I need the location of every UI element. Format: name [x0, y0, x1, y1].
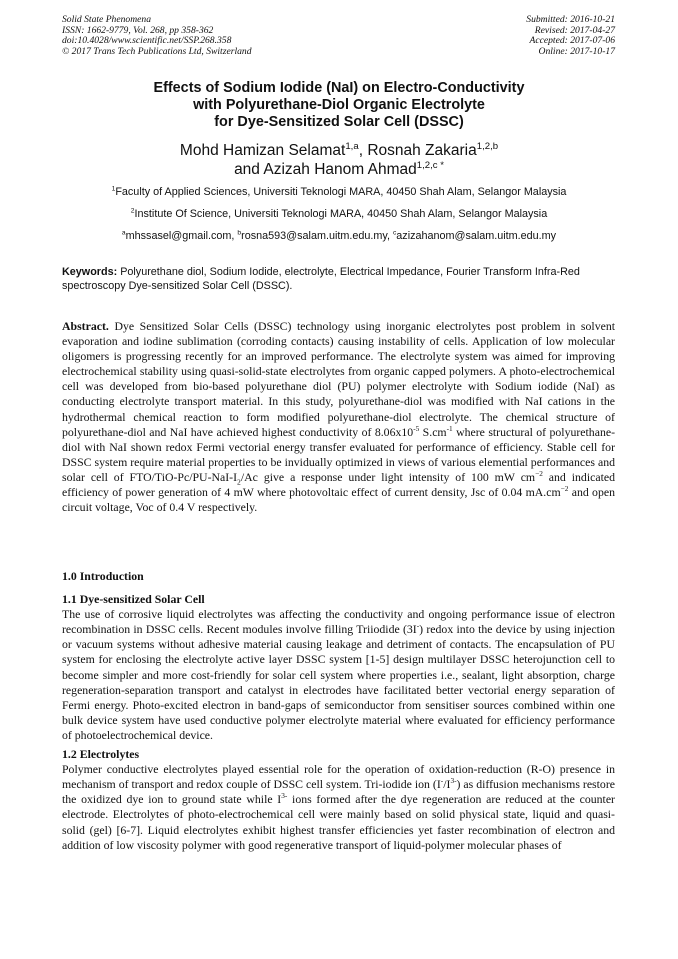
author-conjunction: and [234, 161, 264, 178]
author-line [60, 160, 618, 179]
superscript: - [416, 621, 420, 631]
paragraph [62, 762, 615, 853]
revised-date: Revised: 2017-04-27 [534, 24, 615, 36]
title-line: with Polyurethane-Diol Organic Electrolyte [193, 97, 485, 113]
keywords [62, 265, 615, 293]
paragraph-text: ) as diffusion mechanisms restore the oxidized dye ion to ground state while I [62, 777, 615, 807]
author-affil-mark: 1,2,c * [416, 159, 444, 171]
paragraph-text: ) redox into the device by using injection or vacuum systems without adhesive material causing leakage and detriment of contacts. The encapsulation of PU system for enclosing the electrolyte active layer DSSC system [1-5] design multilayer DSSC heterojunction cell to become simpler and more cost-friendly for solar cell system where properties i.e., sealant, light absorption, charge regeneration-separation transport and catalyst in electrodes have facilitated better vectorial energy separation of Fermi energy. Photo-excited electron in band-gaps of semiconductor from sensitiser sources combined within one bulk device system have used conductive polymer electrolyte material where evaluated for efficiency performance of photoelectrochemical device. [62, 622, 615, 742]
paragraph-text: Polymer conductive electrolytes played essential role for the operation of oxidation-reduction (R-O) presence in mechanism of transport and redox couple of DSSC cell system. Tri-iodide ion (I [62, 762, 615, 792]
accepted-date: Accepted: 2017-07-06 [529, 35, 615, 47]
doi: doi:10.4028/www.scientific.net/SSP.268.358 [62, 35, 232, 47]
affil-text: Faculty of Applied Sciences, Universiti Teknologi MARA, 40450 Shah Alam, Selangor Malaysia [115, 186, 567, 198]
author-name: Rosnah Zakaria [367, 142, 477, 159]
affil-number: 1 [111, 185, 116, 193]
affil-number: 2 [130, 207, 135, 215]
title-line: Effects of Sodium Iodide (NaI) on Electro-Conductivity [153, 80, 525, 96]
issn-volume: ISSN: 1662-9779, Vol. 268, pp 358-362 [62, 24, 214, 36]
journal-name: Solid State Phenomena [62, 14, 151, 25]
abstract-text: /Ac give a response under light intensity of 100 mW cm [240, 469, 536, 484]
dates-header [526, 15, 615, 57]
paragraph-text: /I [443, 777, 451, 792]
superscript: - [440, 776, 444, 786]
paragraph-text: ions formed after the dye regeneration are reduced at the counter electrode. Electrolytes of photo-electrochemical cell were mainly based on solid physical state, liquid and quasi-solid (gel) [6-7]. Liquid electrolytes exhibit highest transfer efficiencies yet faster recombination of electron and addition of low viscosity polymer with good regenerative transport of liquid-polymer molecular phases of [62, 792, 615, 852]
submitted-date: Submitted: 2016-10-21 [526, 14, 615, 25]
email-mark: b [237, 229, 242, 237]
abstract-text: and indicated efficiency of power generation of 4 mW where photovoltaic effect of current density, Jsc of 0.04 mA.cm [62, 469, 615, 500]
abstract-text: where structural of polyurethane-diol with NaI shown redox Fermi vectorial energy transfer evaluated for performance of efficiency. Stable cell for DSSC system require material properties to be invidually optimized in views of various elemential performances and solar cell of FTO/TiO-Pc/PU-NaI-I [62, 424, 616, 484]
superscript: −2 [535, 469, 543, 479]
author-line [60, 141, 618, 160]
paragraph-text: The use of corrosive liquid electrolytes was affecting the conductivity and ongoing performance issue of electron recombination in DSSC cells. Recent modules involve filling Triiodide (3I [62, 607, 615, 637]
abstract-text: Dye Sensitized Solar Cells (DSSC) technology using inorganic electrolytes post problem in solvent evaporation and iodine sublimation (corroding contacts) causing instability of cells. Application of low molecular oligomers is progressing recently for an improved performance. The electrolyte system was aimed for improving electrochemical stability using quasi-solid-state electrolytes from organic capped polymers. A photo-electrochemical cell was developed from bio-based polyurethane diol (PU) polymer electrolyte with Sodium iodide (NaI) as conducting electrolyte transport material. In this study, polyurethane-diol was modified with NaI cations in the hydrothermal chemical reaction to form modified polyurethane-diol electrolyte. The chemical structure of polyurethane-diol and NaI have achieved highest conductivity of 8.06x10 [62, 319, 615, 439]
introduction-section [62, 569, 615, 853]
author-name: Mohd Hamizan Selamat [179, 142, 346, 159]
author-separator: , [358, 142, 368, 159]
abstract [62, 319, 615, 515]
paper-title [60, 80, 618, 131]
subscript: 2 [237, 477, 241, 487]
email: mhssasel@gmail.com, [125, 230, 238, 242]
spacer [62, 584, 615, 592]
superscript: -1 [446, 423, 453, 433]
paragraph [62, 607, 615, 743]
online-date: Online: 2017-10-17 [538, 45, 615, 57]
subsection-heading: 1.2 Electrolytes [62, 747, 140, 762]
email-mark: c [392, 229, 397, 237]
affiliation [40, 208, 638, 221]
author-emails [40, 230, 638, 243]
keywords-label: Keywords: [62, 266, 118, 278]
affil-text: Institute Of Science, Universiti Teknologi MARA, 40450 Shah Alam, Selangor Malaysia [134, 208, 548, 220]
author-list [60, 141, 618, 179]
author-name: Azizah Hanom Ahmad [263, 161, 417, 178]
section-heading: 1.0 Introduction [62, 569, 144, 583]
email: rosna593@salam.uitm.edu.my, [241, 230, 393, 242]
title-line: for Dye-Sensitized Solar Cell (DSSC) [214, 114, 464, 130]
copyright: © 2017 Trans Tech Publications Ltd, Switzerland [62, 45, 252, 57]
abstract-label: Abstract. [62, 319, 109, 333]
superscript: 3- [281, 791, 288, 801]
email: azizahanom@salam.uitm.edu.my [396, 230, 557, 242]
journal-header [62, 15, 252, 57]
affiliation [40, 186, 638, 199]
abstract-text: and open circuit voltage, Voc of 0.4 V respectively. [62, 485, 615, 515]
superscript: -5 [413, 423, 420, 433]
subsection-heading: 1.1 Dye-sensitized Solar Cell [62, 592, 205, 607]
superscript: −2 [560, 484, 569, 494]
email-mark: a [121, 229, 126, 237]
superscript: 3- [450, 776, 457, 786]
author-affil-mark: 1,a [345, 140, 359, 152]
author-affil-mark: 1,2,b [476, 140, 499, 152]
abstract-text: S.cm [419, 424, 447, 439]
keywords-text: Polyurethane diol, Sodium Iodide, electrolyte, Electrical Impedance, Fourier Transform Infra-Red spectroscopy Dye-sensitized Solar Cell (DSSC). [62, 266, 580, 292]
